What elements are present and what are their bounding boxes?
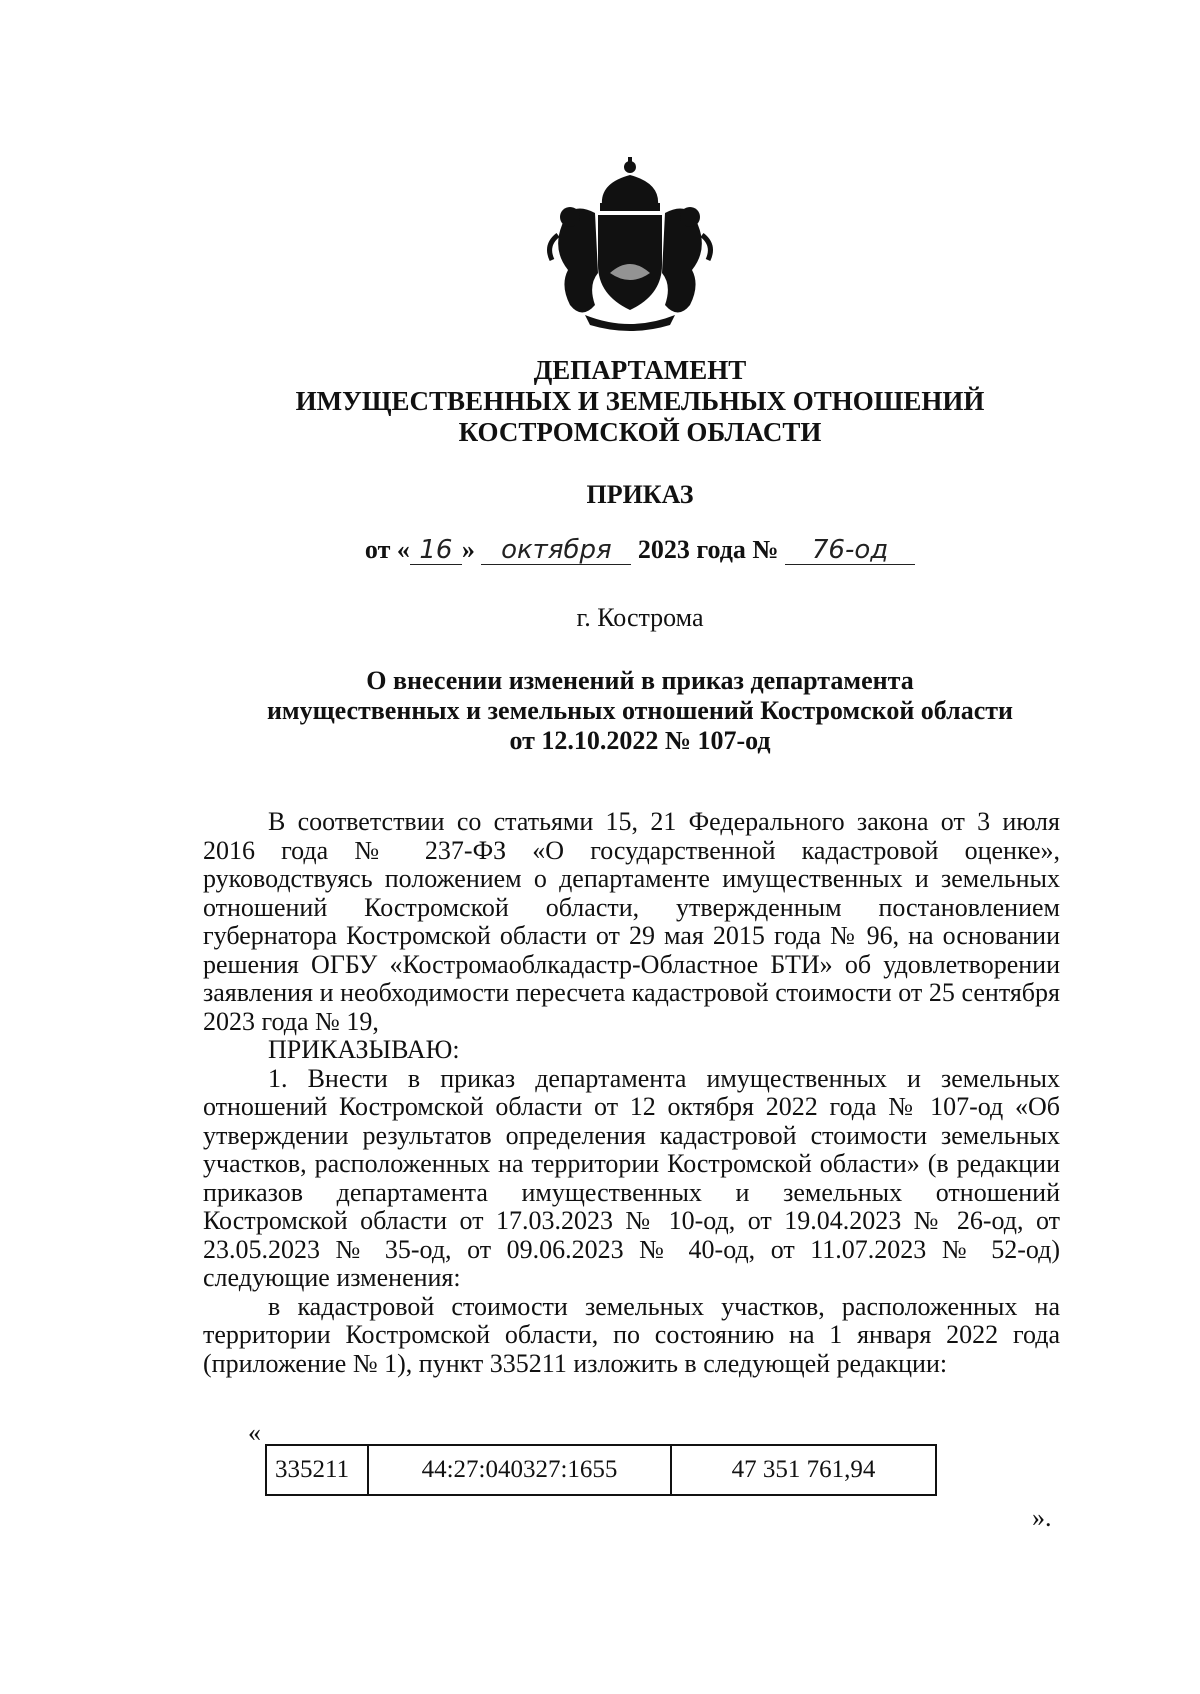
order-subject [200,666,1080,756]
item-1-paragraph: 1. Внести в приказ департамента имущественных и земельных отношений Костромской области от 12 октября 2022 года № 107-од «Об утверждении результатов определения кадастровой стоимости земельных участков, расположенных на территории Костромской области» (в редакции приказов департамента имущественных и земельных отношений Костромской области от 17.03.2023 № 10-од, от 19.04.2023 № 26-од, от 23.05.2023 № 35-од, от 09.06.2023 № 40-од, от 11.07.2023 № 52-од) следующие изменения: [203,1063,1060,1292]
order-label: ПРИКАЗ [586,480,694,509]
department-title-line2: ИМУЩЕСТВЕННЫХ И ЗЕМЕЛЬНЫХ ОТНОШЕНИЙ [295,386,985,416]
preamble-paragraph: В соответствии со статьями 15, 21 Федерального закона от 3 июля 2016 года № 237-ФЗ «О государственной кадастровой оценке», руководствуясь положением о департаменте имущественных и земельных отношений Костромской области, утвержденным постановлением губернатора Костромской области от 29 мая 2015 года № 96, на основании решения ОГБУ «Костромаоблкадастр-Областное БТИ» об удовлетворении заявления и необходимости пересчета кадастровой стоимости от 25 сентября 2023 года № 19, [203,807,1060,1036]
open-quote-mark: « [248,1418,261,1447]
order-body [203,808,1060,1378]
order-word: ПРИКАЗЫВАЮ: [268,1035,460,1064]
item-number-cell: 335211 [266,1445,368,1495]
subject-line2: имущественных и земельных отношений Костромской области [266,696,1014,725]
coat-of-arms-icon [540,155,720,335]
department-title-line3: КОСТРОМСКОЙ ОБЛАСТИ [458,417,822,447]
cadastral-number-cell: 44:27:040327:1655 [368,1445,671,1495]
cadastral-value-table [265,1444,937,1496]
department-title [200,355,1080,448]
order-date-line [200,535,1080,565]
date-mid: » [461,535,475,564]
date-year-text: 2023 года № [637,535,779,564]
table-row [266,1445,936,1495]
date-prefix: от « [364,535,410,564]
close-quote-mark: ». [1032,1503,1052,1532]
department-title-line1: ДЕПАРТАМЕНТ [533,355,747,385]
subject-line1: О внесении изменений в приказ департамента [366,666,914,695]
handwritten-month: октября [481,536,631,565]
cadastral-value-cell: 47 351 761,94 [671,1445,936,1495]
item-2-paragraph: в кадастровой стоимости земельных участков, расположенных на территории Костромской области, по состоянию на 1 января 2022 года (приложение № 1), пункт 335211 изложить в следующей редакции: [203,1291,1060,1378]
handwritten-order-number: 76-од [785,536,915,565]
subject-line3: от 12.10.2022 № 107-од [509,726,771,755]
city-line: г. Кострома [576,603,704,632]
handwritten-day: 16 [410,536,462,565]
